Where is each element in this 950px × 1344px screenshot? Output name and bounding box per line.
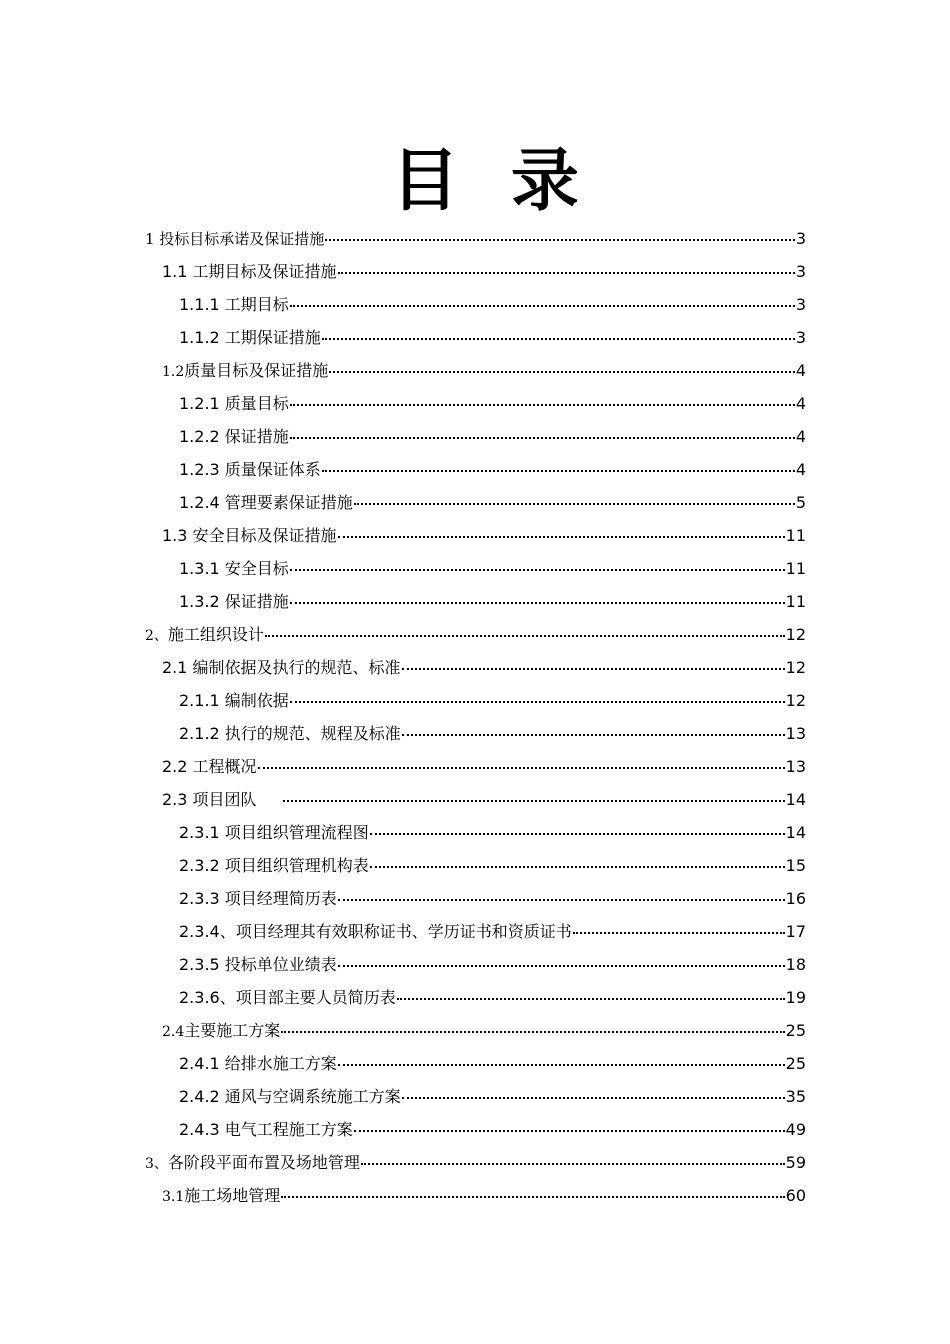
toc-entry-text: 2.3 项目团队	[162, 790, 282, 809]
toc-page-number: 12	[785, 625, 806, 644]
toc-dot-leader	[370, 833, 785, 835]
toc-entry-label	[179, 915, 572, 948]
toc-entry-label	[179, 882, 337, 915]
toc-entry-text: 1.1 工期目标及保证措施	[162, 262, 337, 281]
toc-entry-label	[179, 288, 289, 321]
toc-dot-leader	[338, 536, 785, 538]
toc-entry-number: 2、	[145, 628, 168, 644]
toc-page-number: 3	[795, 295, 806, 314]
toc-entry-text: 2.3.1 项目组织管理流程图	[179, 823, 369, 842]
toc-page-number: 25	[785, 1021, 806, 1040]
toc-dot-leader	[322, 470, 795, 472]
toc-dot-leader	[402, 734, 785, 736]
toc-entry[interactable]	[179, 981, 806, 1014]
toc-dot-leader	[402, 668, 785, 670]
toc-page-number: 5	[795, 493, 806, 512]
toc-entry-text: 各阶段平面布置及场地管理	[167, 1153, 360, 1172]
toc-page-number: 11	[785, 592, 806, 611]
toc-entry[interactable]	[179, 420, 806, 453]
toc-page-number: 3	[795, 229, 806, 248]
toc-dot-leader	[338, 965, 785, 967]
toc-entry-text: 施工组织设计	[167, 625, 264, 644]
toc-title: 目 录	[391, 142, 593, 221]
toc-page-number: 18	[785, 955, 806, 974]
toc-entry-text: 2.3.3 项目经理简历表	[179, 889, 337, 908]
toc-entry-text: 质量目标及保证措施	[184, 361, 329, 380]
toc-entry-label	[179, 816, 369, 849]
toc-entry[interactable]	[179, 915, 806, 948]
toc-entry[interactable]	[162, 783, 806, 816]
toc-page-number: 15	[785, 856, 806, 875]
toc-dot-leader	[258, 767, 785, 769]
toc-entry[interactable]	[179, 321, 806, 354]
toc-entry-label	[179, 981, 396, 1014]
toc-page-number: 4	[795, 394, 806, 413]
toc-entry-text: 2.3.4、项目经理其有效职称证书、学历证书和资质证书	[179, 922, 572, 941]
toc-entry[interactable]	[179, 1080, 806, 1113]
toc-entry[interactable]	[179, 882, 806, 915]
toc-entry-text: 2.3.2 项目组织管理机构表	[179, 856, 369, 875]
toc-entry[interactable]	[162, 354, 806, 387]
toc-page-number: 60	[785, 1186, 806, 1205]
toc-entry[interactable]	[179, 684, 806, 717]
toc-entry[interactable]	[179, 849, 806, 882]
toc-entry[interactable]	[179, 1113, 806, 1146]
toc-dot-leader	[325, 239, 794, 241]
toc-entry-label	[179, 420, 289, 453]
toc-entry-text: 1.3.2 保证措施	[179, 592, 289, 611]
toc-page-number: 3	[795, 262, 806, 281]
toc-entry-text: 1.2.1 质量目标	[179, 394, 289, 413]
toc-entry-text: 1.1.1 工期目标	[179, 295, 289, 314]
toc-entry-label	[179, 585, 289, 618]
toc-dot-leader	[338, 899, 785, 901]
toc-page-number: 25	[785, 1054, 806, 1073]
toc-entry-label	[179, 1047, 337, 1080]
toc-dot-leader	[361, 1163, 785, 1165]
toc-entry-label	[145, 618, 264, 653]
toc-entry-label	[179, 486, 353, 519]
toc-entry-text: 1.2.2 保证措施	[179, 427, 289, 446]
toc-page-number: 11	[785, 559, 806, 578]
toc-entry-label	[179, 849, 369, 882]
toc-dot-leader	[290, 404, 795, 406]
toc-entry-label	[162, 651, 401, 684]
toc-entry[interactable]	[179, 288, 806, 321]
toc-entry-label	[162, 1014, 280, 1049]
toc-dot-leader	[290, 701, 785, 703]
toc-entry-text: 施工场地管理	[184, 1186, 281, 1205]
toc-page-number: 16	[785, 889, 806, 908]
toc-dot-leader	[290, 437, 795, 439]
toc-entry-label	[179, 717, 401, 750]
toc-entry-text: 2.1 编制依据及执行的规范、标准	[162, 658, 401, 677]
toc-entry-text: 2.4.1 给排水施工方案	[179, 1054, 337, 1073]
toc-entry-text: 主要施工方案	[184, 1021, 281, 1040]
toc-page-number: 35	[785, 1087, 806, 1106]
toc-entry-label	[162, 783, 282, 816]
toc-entry-label	[179, 1080, 401, 1113]
toc-entry-text: 2.4.2 通风与空调系统施工方案	[179, 1087, 401, 1106]
toc-page-number: 3	[795, 328, 806, 347]
toc-page-number: 59	[785, 1153, 806, 1172]
toc-entry[interactable]	[179, 717, 806, 750]
toc-dot-leader	[397, 998, 785, 1000]
toc-entry[interactable]	[179, 948, 806, 981]
toc-dot-leader	[281, 1196, 784, 1198]
toc-entry[interactable]	[179, 552, 806, 585]
toc-entry-label	[162, 519, 337, 552]
toc-entry-number: 2.4	[162, 1024, 185, 1040]
toc-entry[interactable]	[162, 750, 806, 783]
toc-page-number: 11	[785, 526, 806, 545]
toc-entry-text: 2.3.6、项目部主要人员简历表	[179, 988, 396, 1007]
toc-dot-leader	[265, 635, 785, 637]
toc-dot-leader	[370, 866, 785, 868]
toc-entry-number: 3.1	[162, 1189, 185, 1205]
toc-dot-leader	[354, 503, 795, 505]
toc-entry[interactable]	[162, 651, 806, 684]
toc-entry-label	[179, 387, 289, 420]
toc-entry-label	[162, 750, 257, 783]
toc-page-number: 4	[795, 427, 806, 446]
toc-dot-leader	[402, 1097, 785, 1099]
toc-dot-leader	[322, 338, 795, 340]
toc-page-number: 13	[785, 757, 806, 776]
toc-entry-label	[179, 552, 289, 585]
toc-entry-label	[179, 453, 321, 486]
toc-entry-text: 2.2 工程概况	[162, 757, 257, 776]
toc-entry[interactable]	[179, 816, 806, 849]
toc-entry-number: 1.2	[162, 364, 185, 380]
toc-entry-label	[145, 223, 324, 256]
toc-entry[interactable]	[145, 222, 806, 255]
toc-entry-text: 1 投标目标承诺及保证措施	[145, 230, 325, 248]
toc-entry-label	[162, 1179, 280, 1214]
toc-page-number: 49	[785, 1120, 806, 1139]
toc-entry-number: 3、	[145, 1156, 168, 1172]
toc-entry-text: 1.1.2 工期保证措施	[179, 328, 321, 347]
toc-dot-leader	[281, 1031, 784, 1033]
toc-entry[interactable]	[179, 486, 806, 519]
toc-entry-text: 1.2.3 质量保证体系	[179, 460, 321, 479]
toc-entry[interactable]	[179, 387, 806, 420]
toc-entry[interactable]	[179, 453, 806, 486]
toc-dot-leader	[338, 1064, 785, 1066]
toc-entry[interactable]	[145, 1146, 806, 1179]
toc-entry[interactable]	[162, 1179, 806, 1212]
toc-entry[interactable]	[162, 255, 806, 288]
toc-dot-leader	[290, 305, 795, 307]
toc-entry-label	[162, 255, 337, 288]
toc-page-number: 12	[785, 691, 806, 710]
toc-dot-leader	[329, 371, 795, 373]
toc-dot-leader	[354, 1130, 785, 1132]
toc-entry-text: 2.3.5 投标单位业绩表	[179, 955, 337, 974]
toc-page-number: 14	[785, 823, 806, 842]
toc-entry[interactable]	[145, 618, 806, 651]
toc-page-number: 19	[785, 988, 806, 1007]
toc-entry-label	[179, 321, 321, 354]
toc-entry-label	[145, 1146, 360, 1181]
toc-dot-leader	[290, 602, 785, 604]
toc-entry-text: 2.1.1 编制依据	[179, 691, 289, 710]
toc-entry-text: 1.3 安全目标及保证措施	[162, 526, 337, 545]
toc-entry[interactable]	[162, 1014, 806, 1047]
toc-dot-leader	[283, 800, 785, 802]
toc-entry-label	[179, 948, 337, 981]
toc-entry[interactable]	[162, 519, 806, 552]
toc-page-number: 4	[795, 460, 806, 479]
toc-entry-text: 1.2.4 管理要素保证措施	[179, 493, 353, 512]
toc-page-number: 13	[785, 724, 806, 743]
toc-dot-leader	[338, 272, 795, 274]
toc-page-number: 4	[795, 361, 806, 380]
toc-entry-label	[162, 354, 328, 389]
toc-dot-leader	[573, 932, 785, 934]
toc-entry-text: 2.1.2 执行的规范、规程及标准	[179, 724, 401, 743]
toc-entry-label	[179, 1113, 353, 1146]
toc-dot-leader	[290, 569, 785, 571]
toc-entry-text: 1.3.1 安全目标	[179, 559, 289, 578]
toc-entry-label	[179, 684, 289, 717]
toc-page-number: 17	[785, 922, 806, 941]
toc-page-number: 12	[785, 658, 806, 677]
toc-entry[interactable]	[179, 1047, 806, 1080]
toc-entry[interactable]	[179, 585, 806, 618]
toc-entry-text: 2.4.3 电气工程施工方案	[179, 1120, 353, 1139]
toc-page-number: 14	[785, 790, 806, 809]
